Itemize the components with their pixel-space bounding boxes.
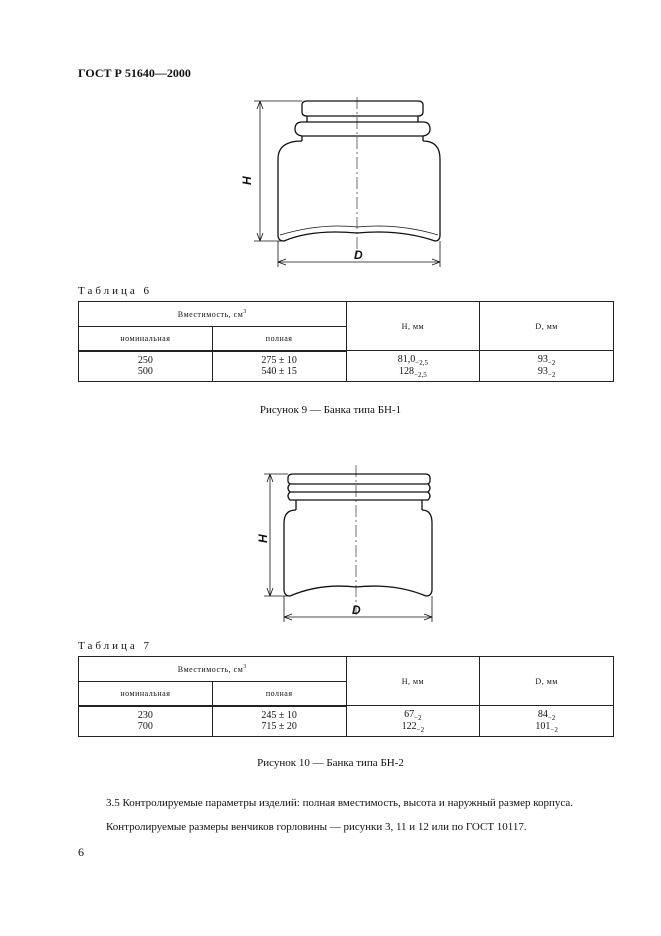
figure-9-caption: Рисунок 9 — Банка типа БН-1 bbox=[259, 404, 402, 416]
nominal-column-header: номинальная bbox=[79, 682, 213, 706]
capacity-header: Вместимость, $см^3$ bbox=[79, 657, 347, 682]
table-6 bbox=[78, 301, 614, 382]
height-column-header: H, мм bbox=[346, 302, 480, 351]
nominal-column-header: номинальная bbox=[79, 327, 213, 351]
height-values: $67_{-2}$ $122_{-2}$ bbox=[346, 706, 480, 737]
jar-bn1-drawing bbox=[240, 95, 455, 270]
table-7-caption: Таблица 7 bbox=[78, 640, 153, 652]
diameter-dimension-label: D bbox=[354, 248, 363, 262]
height-values: $81,0_{-2,5}$ $128_{-2,5}$ bbox=[346, 351, 480, 382]
diameter-values: $93_{-2}$ $93_{-2}$ bbox=[480, 351, 614, 382]
full-values: 245 ± 10 715 ± 20 bbox=[212, 706, 346, 737]
height-dimension-label: H bbox=[240, 176, 254, 185]
figure-10-caption: Рисунок 10 — Банка типа БН-2 bbox=[257, 757, 404, 769]
diameter-values: $84_{-2}$ $101_{-2}$ bbox=[480, 706, 614, 737]
diameter-column-header: D, мм bbox=[480, 657, 614, 706]
full-column-header: полная bbox=[212, 682, 346, 706]
paragraph-crown-sizes: Контролируемые размеры венчиков горловины — рисунки 3, 11 и 12 или по ГОСТ 10117. bbox=[106, 821, 527, 833]
height-dimension-label: H bbox=[256, 534, 270, 543]
table-7 bbox=[78, 656, 614, 737]
full-column-header: полная bbox=[212, 327, 346, 351]
document-code: ГОСТ Р 51640—2000 bbox=[78, 66, 191, 80]
full-values: 275 ± 10 540 ± 15 bbox=[212, 351, 346, 382]
diameter-dimension-label: D bbox=[352, 603, 361, 617]
jar-bn2-drawing bbox=[250, 465, 450, 625]
diameter-column-header: D, мм bbox=[480, 302, 614, 351]
page-number: 6 bbox=[78, 845, 84, 859]
nominal-values: 250 500 bbox=[79, 351, 213, 382]
capacity-header: Вместимость, $см^3$ bbox=[79, 302, 347, 327]
paragraph-3-5: 3.5 Контролируемые параметры изделий: полная вместимость, высота и наружный размер корпуса. bbox=[106, 797, 574, 809]
table-6-caption: Таблица 6 bbox=[78, 285, 153, 297]
nominal-values: 230 700 bbox=[79, 706, 213, 737]
height-column-header: H, мм bbox=[346, 657, 480, 706]
